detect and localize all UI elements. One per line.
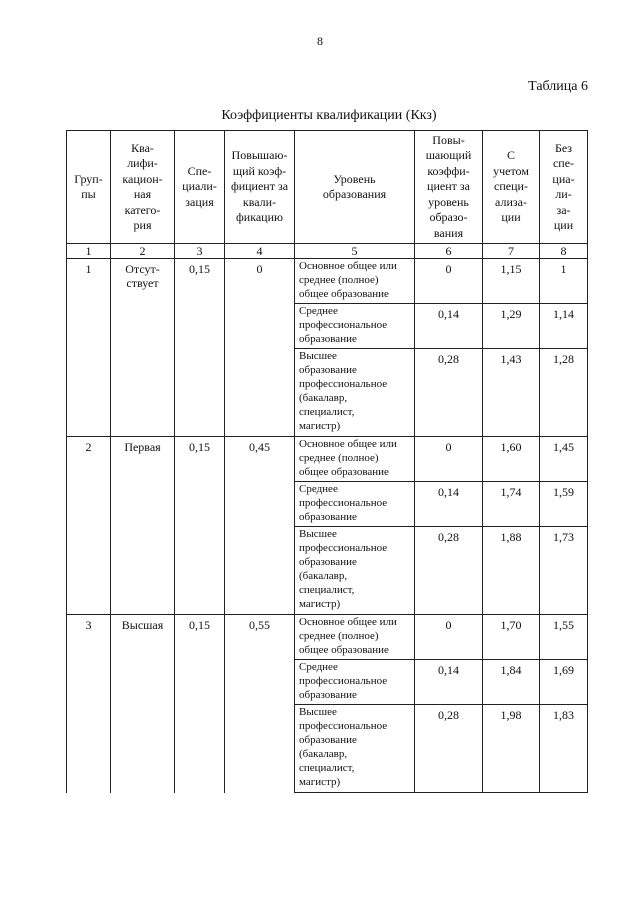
without-specialization-cell: 1,69 xyxy=(540,660,588,705)
header-cell: Без спе- циа- ли- за- ции xyxy=(540,131,588,244)
education-coef-cell: 0 xyxy=(415,259,483,304)
category-cell: Отсут- ствует xyxy=(111,259,175,304)
group-number-cell: 3 xyxy=(67,615,111,660)
header-cell: Ква- лифи- кацион- ная катего- рия xyxy=(111,131,175,244)
group-continuation-cell xyxy=(175,349,225,437)
specialization-cell: 0,15 xyxy=(175,437,225,482)
header-cell: Груп- пы xyxy=(67,131,111,244)
table-row xyxy=(67,259,588,304)
column-number: 8 xyxy=(540,244,588,259)
group-continuation-cell xyxy=(67,482,111,527)
group-continuation-cell xyxy=(67,705,111,793)
with-specialization-cell: 1,60 xyxy=(483,437,540,482)
without-specialization-cell: 1,83 xyxy=(540,705,588,793)
with-specialization-cell: 1,15 xyxy=(483,259,540,304)
without-specialization-cell: 1 xyxy=(540,259,588,304)
column-number-row xyxy=(67,244,588,259)
education-coef-cell: 0,14 xyxy=(415,660,483,705)
table-row xyxy=(67,349,588,437)
education-level-cell: Высшее профессиональное образование (бакалавр, специалист, магистр) xyxy=(295,705,415,793)
specialization-cell: 0,15 xyxy=(175,615,225,660)
education-level-cell: Основное общее или среднее (полное) общее образование xyxy=(295,437,415,482)
group-continuation-cell xyxy=(175,705,225,793)
with-specialization-cell: 1,74 xyxy=(483,482,540,527)
group-continuation-cell xyxy=(225,660,295,705)
with-specialization-cell: 1,84 xyxy=(483,660,540,705)
without-specialization-cell: 1,59 xyxy=(540,482,588,527)
category-cell: Высшая xyxy=(111,615,175,660)
header-cell: Повышаю- щий коэф- фициент за квали- фикацию xyxy=(225,131,295,244)
group-continuation-cell xyxy=(225,527,295,615)
table-label: Таблица 6 xyxy=(528,79,588,94)
group-continuation-cell xyxy=(67,304,111,349)
group-number-cell: 1 xyxy=(67,259,111,304)
without-specialization-cell: 1,45 xyxy=(540,437,588,482)
column-number: 4 xyxy=(225,244,295,259)
column-number: 1 xyxy=(67,244,111,259)
header-cell: Повы- шающий коэффи- циент за уровень образо- вания xyxy=(415,131,483,244)
group-continuation-cell xyxy=(111,527,175,615)
education-coef-cell: 0 xyxy=(415,615,483,660)
group-number-cell: 2 xyxy=(67,437,111,482)
table-row xyxy=(67,660,588,705)
category-cell: Первая xyxy=(111,437,175,482)
with-specialization-cell: 1,43 xyxy=(483,349,540,437)
group-continuation-cell xyxy=(111,349,175,437)
group-continuation-cell xyxy=(111,660,175,705)
header-row xyxy=(67,131,588,244)
column-number: 7 xyxy=(483,244,540,259)
group-continuation-cell xyxy=(225,304,295,349)
education-coef-cell: 0,14 xyxy=(415,304,483,349)
table-body xyxy=(67,259,588,793)
column-number: 2 xyxy=(111,244,175,259)
table-row xyxy=(67,304,588,349)
education-level-cell: Высшее образование профессиональное (бакалавр, специалист, магистр) xyxy=(295,349,415,437)
group-continuation-cell xyxy=(111,705,175,793)
qualification-coefficients-table xyxy=(66,130,588,793)
header-cell: Спе- циали- зация xyxy=(175,131,225,244)
header-cell: С учетом специ- ализа- ции xyxy=(483,131,540,244)
qualification-coef-cell: 0 xyxy=(225,259,295,304)
with-specialization-cell: 1,98 xyxy=(483,705,540,793)
group-continuation-cell xyxy=(67,660,111,705)
without-specialization-cell: 1,73 xyxy=(540,527,588,615)
group-continuation-cell xyxy=(225,705,295,793)
education-level-cell: Высшее профессиональное образование (бакалавр, специалист, магистр) xyxy=(295,527,415,615)
page-number: 8 xyxy=(317,34,323,48)
table-row xyxy=(67,705,588,793)
group-continuation-cell xyxy=(175,660,225,705)
education-coef-cell: 0,28 xyxy=(415,705,483,793)
column-number: 3 xyxy=(175,244,225,259)
column-number: 6 xyxy=(415,244,483,259)
with-specialization-cell: 1,70 xyxy=(483,615,540,660)
group-continuation-cell xyxy=(175,304,225,349)
specialization-cell: 0,15 xyxy=(175,259,225,304)
education-level-cell: Среднее профессиональное образование xyxy=(295,304,415,349)
group-continuation-cell xyxy=(111,304,175,349)
education-level-cell: Основное общее или среднее (полное) общее образование xyxy=(295,259,415,304)
group-continuation-cell xyxy=(111,482,175,527)
without-specialization-cell: 1,28 xyxy=(540,349,588,437)
group-continuation-cell xyxy=(175,527,225,615)
qualification-coef-cell: 0,45 xyxy=(225,437,295,482)
education-level-cell: Основное общее или среднее (полное) общее образование xyxy=(295,615,415,660)
table-row xyxy=(67,437,588,482)
education-level-cell: Среднее профессиональное образование xyxy=(295,482,415,527)
column-number: 5 xyxy=(295,244,415,259)
group-continuation-cell xyxy=(225,482,295,527)
group-continuation-cell xyxy=(67,527,111,615)
table-row xyxy=(67,615,588,660)
table-row xyxy=(67,527,588,615)
table-title: Коэффициенты квалификации (Ккз) xyxy=(221,108,437,123)
without-specialization-cell: 1,14 xyxy=(540,304,588,349)
with-specialization-cell: 1,29 xyxy=(483,304,540,349)
education-coef-cell: 0 xyxy=(415,437,483,482)
group-continuation-cell xyxy=(67,349,111,437)
education-level-cell: Среднее профессиональное образование xyxy=(295,660,415,705)
table-row xyxy=(67,482,588,527)
education-coef-cell: 0,14 xyxy=(415,482,483,527)
education-coef-cell: 0,28 xyxy=(415,527,483,615)
qualification-coef-cell: 0,55 xyxy=(225,615,295,660)
header-cell: Уровень образования xyxy=(295,131,415,244)
education-coef-cell: 0,28 xyxy=(415,349,483,437)
without-specialization-cell: 1,55 xyxy=(540,615,588,660)
group-continuation-cell xyxy=(175,482,225,527)
with-specialization-cell: 1,88 xyxy=(483,527,540,615)
group-continuation-cell xyxy=(225,349,295,437)
